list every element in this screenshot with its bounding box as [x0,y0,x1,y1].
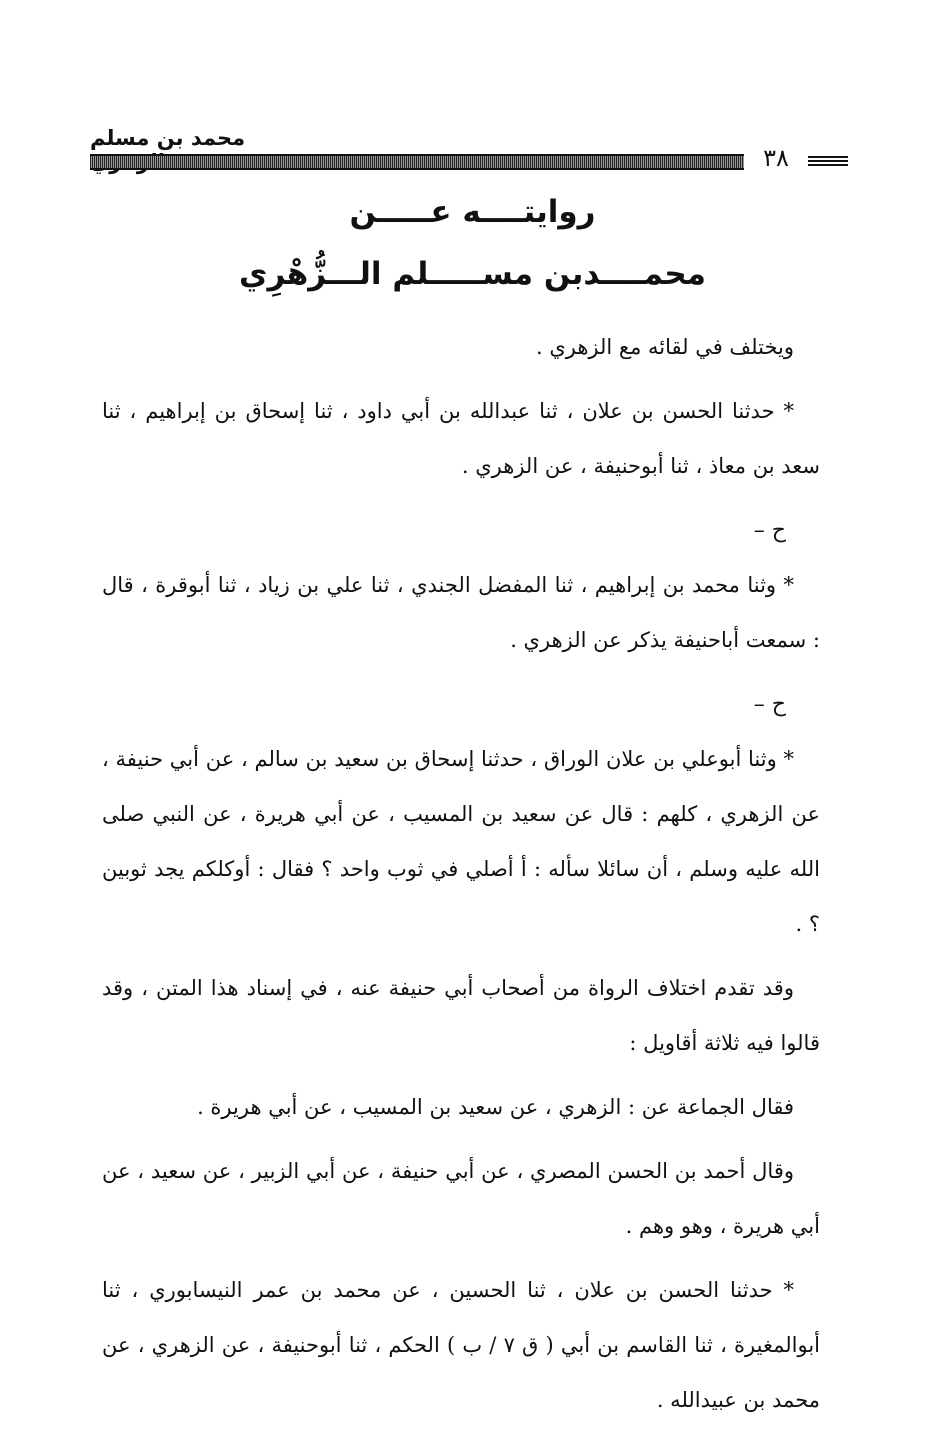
paragraph-1: ويختلف في لقائه مع الزهري . [535,335,794,359]
paragraph-5: وقد تقدم اختلاف الرواة من أصحاب أبي حنيفة عنه ، في إسناد هذا المتن ، وقد قالوا فيه ثلاثة أقاويل : [102,976,820,1055]
header-rule [90,154,744,170]
ha-marker-1: ح – [753,518,786,543]
paragraph-2: * حدثنا الحسن بن علان ، ثنا عبدالله بن أبي داود ، ثنا إسحاق بن إبراهيم ، ثنا سعد بن معاذ ، ثنا أبوحنيفة ، عن الزهري . [102,399,820,478]
running-title: محمد بن مسلم [90,126,246,150]
paragraph-4: * وثنا أبوعلي بن علان الوراق ، حدثنا إسحاق بن سعيد بن سالم ، عن أبي حنيفة ، عن الزهري ، كلهم : قال عن سعيد بن المسيب ، عن أبي هريرة ، عن النبي صلى الله عليه وسلم ، أن سائلا سأله : أ أصلي في ثوب واحد ؟ فقال : أوكلكم يجد ثوبين ؟ . [102,747,820,936]
paragraph-3: * وثنا محمد بن إبراهيم ، ثنا المفضل الجندي ، ثنا علي بن زياد ، ثنا أبوقرة ، قال : سمعت أباحنيفة يذكر عن الزهري . [102,573,820,652]
paragraph-6: فقال الجماعة عن : الزهري ، عن سعيد بن المسيب ، عن أبي هريرة . [197,1095,794,1119]
chapter-heading-line-1: روايتــــه عـــــن [349,194,596,230]
ha-marker-2: ح – [753,692,786,717]
page-number: ٣٨ [763,144,789,172]
paragraph-8: * حدثنا الحسن بن علان ، ثنا الحسين ، عن محمد بن عمر النيسابوري ، ثنا أبوالمغيرة ، ثنا القاسم بن أبي ( ق ٧ / ب ) الحكم ، ثنا أبوحنيفة ، عن الزهري ، عن محمد بن عبيدالله . [102,1278,820,1412]
chapter-heading-line-2: محمــــدبن مســـــلم الـــزُّهْرِي [239,256,706,292]
body-text [102,320,820,1437]
paragraph-7: وقال أحمد بن الحسن المصري ، عن أبي حنيفة ، عن أبي الزبير ، عن سعيد ، عن أبي هريرة ، وهو وهم . [102,1159,820,1238]
header-rule-cap [808,156,848,167]
